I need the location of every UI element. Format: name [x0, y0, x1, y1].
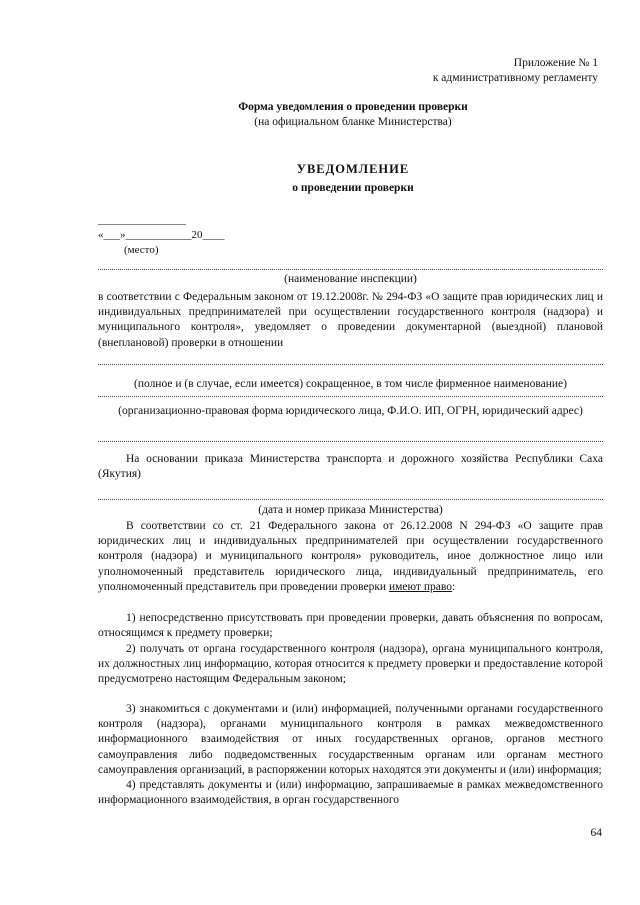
- document-subtitle: о проведении проверки: [292, 182, 414, 194]
- place-blank-line: ________________: [98, 214, 186, 226]
- rights-paragraph: [98, 519, 603, 595]
- rights-item-2: 2) получать от органа государственного контроля (надзора), органа муниципального контроля, их должностных лиц информацию, которая относится к предмету проверки и предоставление которой предусмотрено настоящим Федеральным законом;: [98, 643, 603, 686]
- page-number: 64: [590, 827, 602, 839]
- org-blank-line-3: [98, 441, 603, 442]
- rights-text: В соответствии со ст. 21 Федерального закона от 26.12.2008 N 294-ФЗ «О защите прав юридических лиц и индивидуальных предпринимателей при осуществлении государственного контроля (надзора) и муниципального контроля» руководитель, иное должностное лицо или уполномоченный представитель юридического лица, индивидуальный предприниматель, его уполномоченный представитель при проведении проверки: [98, 520, 603, 593]
- rights-item-3: 3) знакомиться с документами и (или) информацией, полученными органами государственного контроля (надзора), органами муниципального контроля в рамках межведомственного информационного взаимодействия от иных государственных органов, органов местного самоуправления либо подведомственных государственным органам или органам местного самоуправления организаций, в распоряжении которых находятся эти документы и (или) информация;: [98, 703, 603, 776]
- rights-colon: :: [451, 580, 456, 593]
- rights-link[interactable]: имеют право: [388, 580, 452, 593]
- form-title: Форма уведомления о проведении проверки: [238, 101, 468, 113]
- rights-item-1: 1) непосредственно присутствовать при проведении проверки, давать объяснения по вопросам, относящимся к предмету проверки;: [98, 612, 603, 640]
- basis-paragraph: На основании приказа Министерства транспорта и дорожного хозяйства Республики Саха (Якутия): [98, 453, 603, 481]
- rights-item-4: 4) представлять документы и (или) информацию, запрашиваемые в рамках межведомственного информационного взаимодействия, в орган государственного: [98, 779, 603, 807]
- org-name-caption: (полное и (в случае, если имеется) сокращенное, в том числе фирменное наименование): [133, 378, 567, 390]
- document-heading: [98, 160, 608, 198]
- document-title: УВЕДОМЛЕНИЕ: [296, 162, 410, 176]
- intro-paragraph: в соответствии с Федеральным законом от 19.12.2008г. № 294-ФЗ «О защите прав юридических лиц и индивидуальных предпринимателей при осуществлении государственного контроля (надзора) и муниципального контроля», уведомляет о проведении документарной (выездной) плановой (внеплановой) проверки в отношении: [98, 291, 603, 349]
- org-blank-line-2: [98, 396, 603, 397]
- order-blank-line: [98, 499, 603, 500]
- place-label: (место): [124, 244, 159, 256]
- addressee-caption: (наименование инспекции): [284, 273, 417, 285]
- order-caption: (дата и номер приказа Министерства): [258, 504, 443, 516]
- date-line: «___»____________20____: [98, 229, 225, 241]
- form-subtitle: (на официальном бланке Министерства): [254, 116, 452, 128]
- appendix-number: Приложение № 1: [513, 57, 598, 69]
- place-date-block: [98, 213, 225, 258]
- org-form-caption: (организационно-правовая форма юридического лица, Ф.И.О. ИП, ОГРН, юридический адрес): [118, 405, 583, 417]
- appendix-reference: к административному регламенту: [432, 72, 598, 84]
- addressee-blank-line: [98, 269, 603, 270]
- form-heading: [98, 100, 608, 130]
- appendix-note: [433, 56, 598, 86]
- org-blank-line-1: [98, 364, 603, 365]
